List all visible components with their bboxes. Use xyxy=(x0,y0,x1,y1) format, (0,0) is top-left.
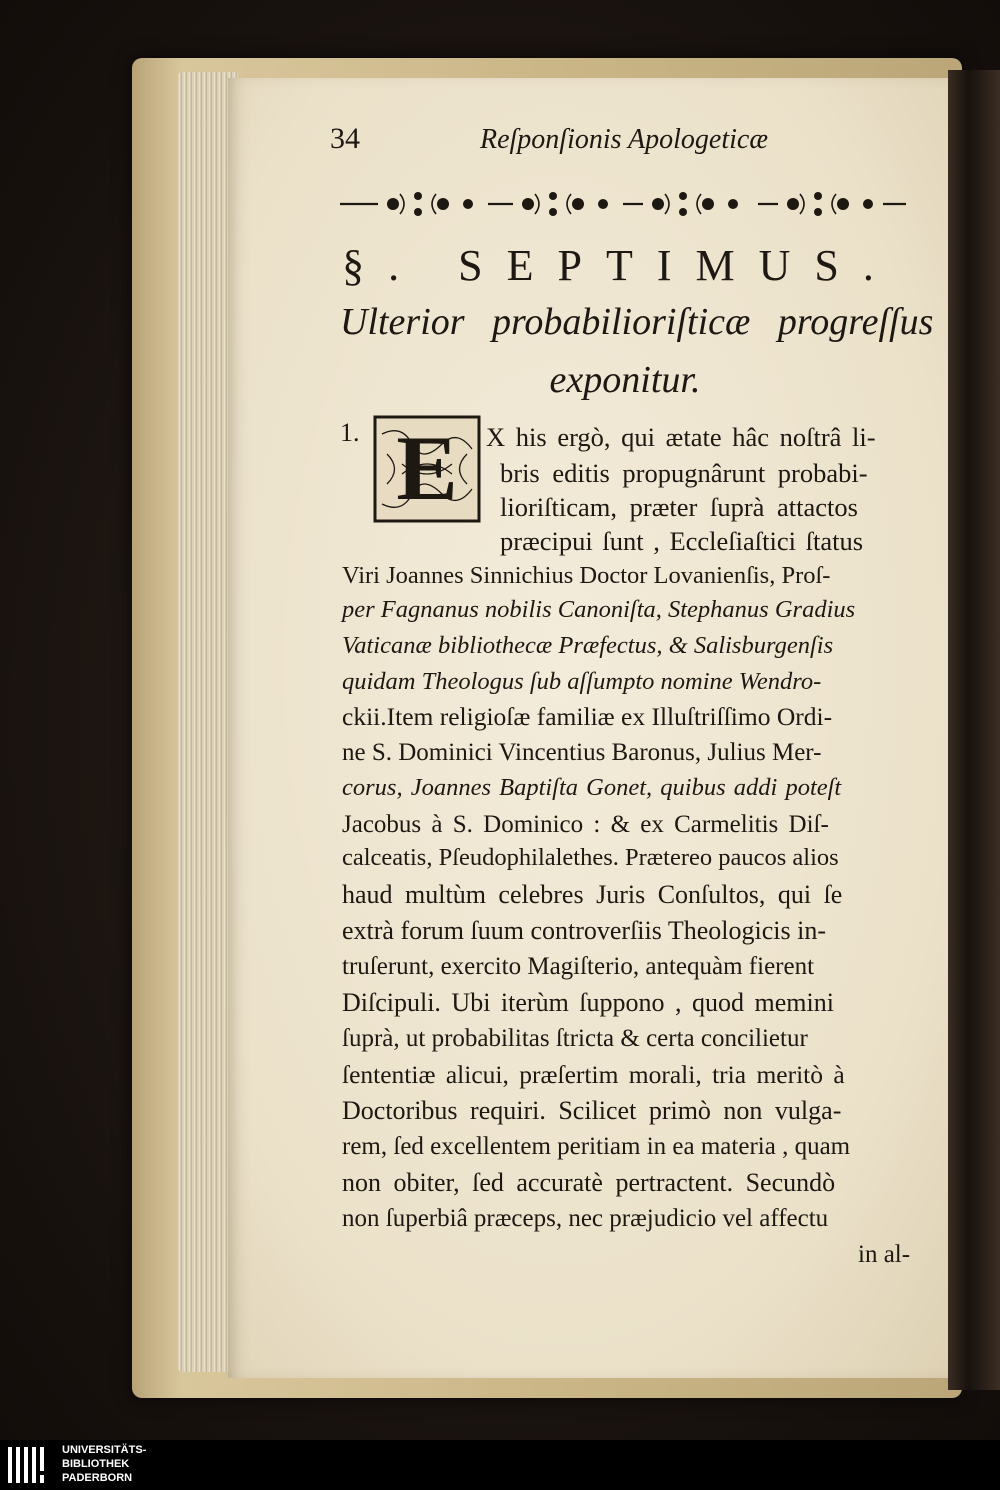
section-subtitle-line-1: Ulterior probabilioriſticæ progreſſus xyxy=(340,301,934,343)
page-number: 34 xyxy=(330,122,360,155)
text-line: Jacobus à S. Dominico : & ex Carmelitis Diſ- xyxy=(342,811,829,838)
running-head-title: Reſponſionis Apologeticæ xyxy=(480,124,769,155)
text-line: non obiter, ſed accuratè pertractent. Secundò xyxy=(342,1168,836,1197)
text-line: ſuprà, ut probabilitas ſtricta & certa concilietur xyxy=(342,1025,808,1052)
book-gutter xyxy=(948,70,1000,1390)
text-line: Doctoribus requiri. Scilicet primò non vulga- xyxy=(342,1096,842,1125)
text-line: haud multùm celebres Juris Conſultos, qui ſe xyxy=(342,880,843,909)
section-subtitle-line-2: exponitur. xyxy=(549,359,701,401)
initial-letter: E xyxy=(396,417,458,519)
text-line: bris editis propugnârunt probabi- xyxy=(500,458,868,488)
text-line: lioriſticam, præter ſuprà attactos xyxy=(500,492,858,522)
text-line: per Fagnanus nobilis Canoniſta, Stephanus Gradius xyxy=(342,596,856,623)
ornament-band-icon xyxy=(338,186,908,222)
text-line: ſententiæ alicui, præſertim morali, tria meritò à xyxy=(342,1060,845,1089)
text-line: Viri Joannes Sinnichius Doctor Lovanienſis, Proſ- xyxy=(342,562,831,589)
institution-name xyxy=(62,1443,146,1485)
institution-line-2: BIBLIOTHEK xyxy=(62,1458,130,1470)
text-line: ckii.Item religioſæ familiæ ex Illuſtriſſimo Ordi- xyxy=(342,702,833,731)
decorated-initial xyxy=(372,414,482,524)
text-line: truſerunt, exercito Magiſterio, antequàm fierent xyxy=(342,953,815,980)
text-line: Diſcipuli. Ubi iterùm ſuppono , quod memini xyxy=(342,988,834,1017)
text-line: in al- xyxy=(858,1241,911,1268)
text-line: præcipui ſunt , Eccleſiaſtici ſtatus xyxy=(500,526,864,556)
running-head xyxy=(330,122,870,162)
text-line: Vaticanæ bibliothecæ Præfectus, & Salisburgenſis xyxy=(342,632,834,659)
text-line: rem, ſed excellentem peritiam in ea materia , quam xyxy=(342,1133,851,1160)
institution-line-3: PADERBORN xyxy=(62,1472,133,1484)
text-line: quidam Theologus ſub aſſumpto nomine Wendro- xyxy=(342,668,822,695)
library-logo-icon xyxy=(6,1445,54,1485)
text-line: ne S. Dominici Vincentius Baronus, Julius Mer- xyxy=(342,739,822,766)
text-line: non ſuperbiâ præceps, nec præjudicio vel affectu xyxy=(342,1205,829,1232)
text-line: corus, Joannes Baptiſta Gonet, quibus addi poteſt xyxy=(342,774,842,801)
paragraph-number: 1. xyxy=(340,418,360,447)
section-title: §. SEPTIMUS. xyxy=(342,241,898,290)
text-line: calceatis, Pſeudophilalethes. Prætereo paucos alios xyxy=(342,844,839,871)
institution-line-1: UNIVERSITÄTS- xyxy=(62,1444,147,1456)
text-line: extrà forum ſuum controverſiis Theologicis in- xyxy=(342,916,827,945)
text-line: X his ergò, qui ætate hâc noſtrâ li- xyxy=(486,422,876,452)
footer-bar xyxy=(0,1440,1000,1490)
